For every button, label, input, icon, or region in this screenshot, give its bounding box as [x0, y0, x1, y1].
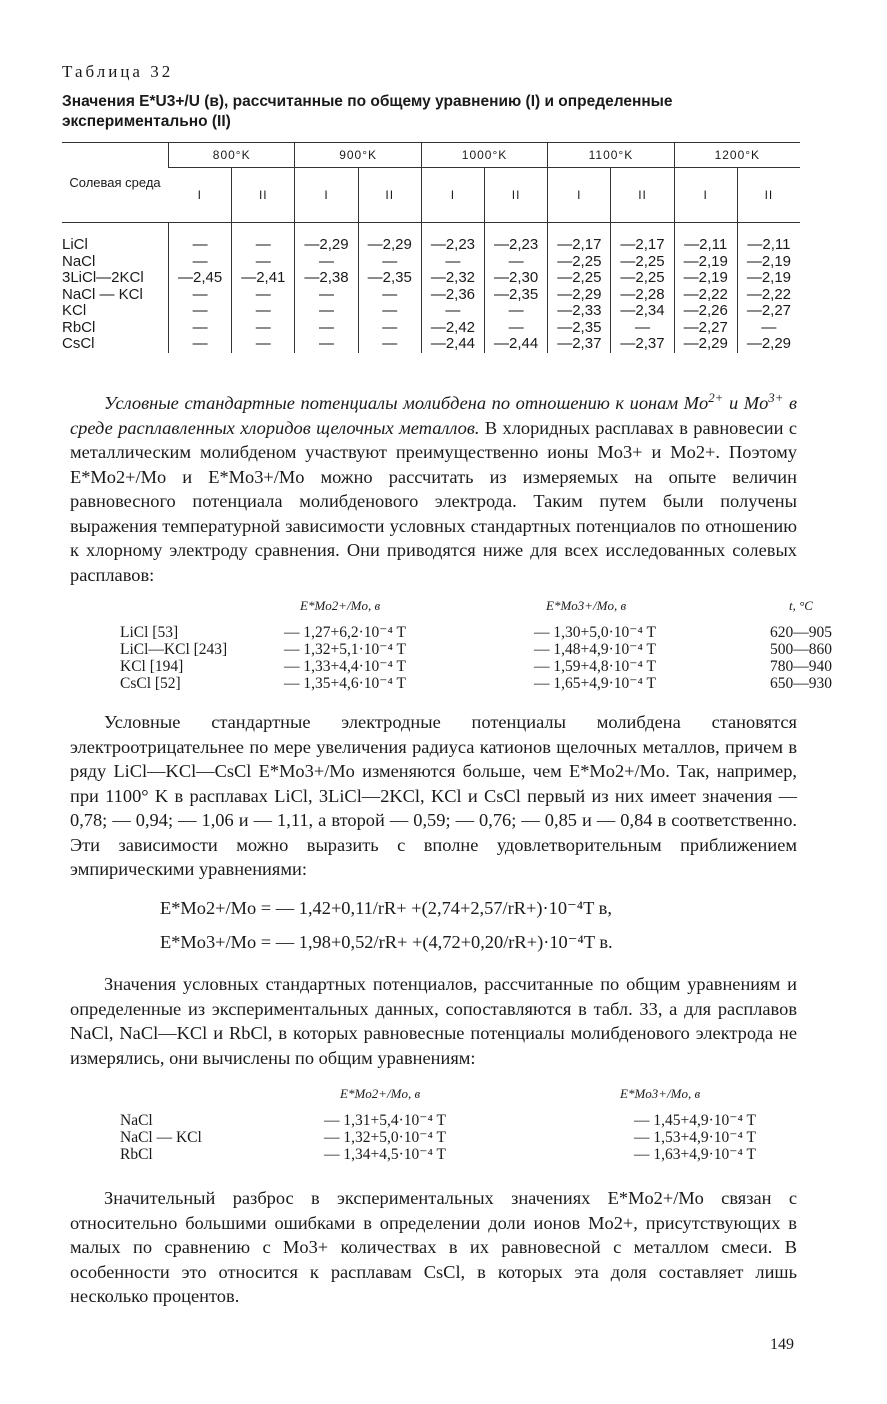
value-cell: —2,44	[421, 336, 484, 353]
value-cell: —2,29	[548, 287, 611, 304]
formula-cell: — 1,35+4,6·10⁻⁴ T	[284, 675, 406, 692]
table-caption: Таблица 32	[62, 62, 174, 81]
value-cell: —	[295, 336, 358, 353]
value-cell: —2,30	[485, 270, 548, 287]
temp-header: 1100°K	[548, 143, 674, 168]
value-cell: —	[169, 336, 232, 353]
value-cell: —2,29	[737, 336, 800, 353]
value-cell: —2,41	[232, 270, 295, 287]
value-cell: —	[485, 303, 548, 320]
sub-header: II	[737, 168, 800, 223]
value-cell: —2,29	[358, 223, 421, 254]
value-cell: —2,42	[421, 320, 484, 337]
value-cell: —2,36	[421, 287, 484, 304]
table-row	[62, 303, 800, 320]
value-cell: —	[232, 336, 295, 353]
paragraph-3-text: Значения условных стандартных потенциалов, рассчитанные по общим уравнениям и определенные из экспериментальных данных, сопоставляются в табл. 33, а для расплавов NaCl, NaCl—KCl и RbCl, в которых равновесные потенциалы молибденового электрода не измерялись, они вычислены по общим уравнениям:	[70, 974, 797, 1068]
formula-row	[120, 1129, 820, 1146]
value-cell: —	[295, 287, 358, 304]
paragraph-2-text: Условные стандартные электродные потенциалы молибдена становятся электроотрицательнее по мере увеличения радиуса катионов щелочных металлов, причем в ряду LiCl—KCl—CsCl E*Mo3+/Mo изменяются больше, чем E*Mo2+/Mo. Так, например, при 1100° K в расплавах LiCl, 3LiCl—2KCl, KCl и CsCl первый из них имеет значения — 0,78; — 0,94; — 1,06 и — 1,11, а второй — 0,59; — 0,76; — 0,85 и — 0,84 в соответственно. Эти зависимости можно выразить с вполне удовлетворительным приближением эмпирическими уравнениями:	[70, 712, 797, 879]
formula-row	[120, 1146, 820, 1163]
formula-header: t, °C	[789, 598, 813, 613]
formula-cell: — 1,48+4,9·10⁻⁴ T	[534, 641, 656, 658]
value-cell: —	[611, 320, 674, 337]
value-cell: —	[232, 223, 295, 254]
formula-cell: — 1,53+4,9·10⁻⁴ T	[634, 1129, 756, 1146]
section-heading: Условные стандартные потенциалы молибдена по отношению к ионам $Mo^{2+}$ и $Mo^{3+}$ в среде расплавленных хлоридов щелочных металлов.	[70, 391, 798, 438]
value-cell: —2,25	[611, 254, 674, 271]
medium-cell: NaCl	[62, 252, 96, 270]
formula-cell: 620—905	[770, 624, 832, 641]
value-cell: —2,26	[674, 303, 737, 320]
value-cell: —2,22	[737, 287, 800, 304]
formula-cell: — 1,32+5,1·10⁻⁴ T	[284, 641, 406, 658]
value-cell: —	[169, 287, 232, 304]
medium-cell: CsCl	[62, 335, 95, 352]
sub-header: I	[674, 168, 737, 223]
formula-cell: 500—860	[770, 641, 832, 658]
formula-row	[120, 641, 856, 658]
value-cell: —2,23	[485, 223, 548, 254]
value-cell: —2,27	[737, 303, 800, 320]
value-cell: —2,17	[611, 223, 674, 254]
paragraph-3	[70, 972, 797, 1070]
sub-header: I	[548, 168, 611, 223]
temp-header: 1200°K	[674, 143, 800, 168]
sub-header: II	[358, 168, 421, 223]
value-cell: —2,28	[611, 287, 674, 304]
value-cell: —2,29	[295, 223, 358, 254]
formula-header: E*Mo2+/Mo, в	[300, 598, 381, 613]
value-cell: —2,19	[674, 270, 737, 287]
value-cell: —2,35	[358, 270, 421, 287]
value-cell: —	[169, 223, 232, 254]
formula-row	[120, 658, 856, 675]
value-cell: —2,25	[548, 254, 611, 271]
medium-cell: 3LiCl—2KCl	[62, 269, 144, 286]
formula-cell: RbCl	[120, 1146, 153, 1163]
value-cell: —	[421, 254, 484, 271]
formula-cell: CsCl [52]	[120, 675, 181, 692]
side-header: Солевая среда	[62, 143, 169, 223]
paragraph-1-text: В хлоридных расплавах в равновесии с металлическим молибденом участвуют преимущественно ионы Mo3+ и Mo2+. Поэтому E*Mo2+/Mo и E*Mo3+/Mo можно рассчитать из измеряемых на опыте величин равновесного потенциала молибденового электрода. Таким путем были получены выражения температурной зависимости условных стандартных потенциалов по отношению к хлорному электроду сравнения. Они приводятся ниже для всех исследованных солевых расплавов:	[70, 417, 797, 585]
paragraph-4-text: Значительный разброс в экспериментальных значениях E*Mo2+/Mo связан с относительно большими ошибками в определении доли ионов Mo2+, присутствующих в малых по сравнению с Mo3+ количествах в их равновесной с металлом смеси. В особенности это относится к расплавам CsCl, в которых эта доля составляет лишь несколько процентов.	[70, 1188, 797, 1306]
formula-table-2	[120, 1086, 820, 1163]
value-cell: —	[737, 320, 800, 337]
medium-cell: RbCl	[62, 318, 96, 336]
table-row	[62, 223, 800, 254]
value-cell: —2,35	[548, 320, 611, 337]
paragraph-4	[70, 1186, 797, 1309]
equation-2: E*Mo3+/Mo = — 1,98+0,52/rR+ +(4,72+0,20/rR+)·10⁻⁴T в.	[160, 932, 613, 952]
formula-cell: 650—930	[770, 675, 832, 692]
value-cell: —	[232, 303, 295, 320]
medium-cell: NaCl — KCl	[62, 285, 143, 303]
formula-cell: — 1,45+4,9·10⁻⁴ T	[634, 1112, 756, 1129]
value-cell: —	[295, 320, 358, 337]
formula-cell: KCl [194]	[120, 658, 184, 675]
value-cell: —2,23	[421, 223, 484, 254]
temp-header: 1000°K	[421, 143, 547, 168]
sub-header: I	[295, 168, 358, 223]
sub-header: II	[611, 168, 674, 223]
table-row	[62, 287, 800, 304]
value-cell: —2,25	[611, 270, 674, 287]
medium-cell: LiCl	[62, 236, 88, 253]
value-cell: —2,44	[485, 336, 548, 353]
value-cell: —	[485, 320, 548, 337]
value-cell: —	[358, 320, 421, 337]
temp-header: 900°K	[295, 143, 421, 168]
value-cell: —	[421, 303, 484, 320]
sub-header: I	[421, 168, 484, 223]
value-cell: —2,45	[169, 270, 232, 287]
formula-cell: — 1,32+5,0·10⁻⁴ T	[324, 1129, 446, 1146]
sub-header: II	[232, 168, 295, 223]
formula-header: E*Mo3+/Mo, в	[620, 1086, 701, 1101]
formula-header: E*Mo2+/Mo, в	[340, 1086, 421, 1101]
value-cell: —2,19	[674, 254, 737, 271]
value-cell: —2,29	[674, 336, 737, 353]
table-row	[62, 336, 800, 353]
table-row	[62, 254, 800, 271]
formula-cell: — 1,27+6,2·10⁻⁴ T	[284, 624, 406, 641]
value-cell: —2,38	[295, 270, 358, 287]
value-cell: —2,37	[611, 336, 674, 353]
value-cell: —	[358, 336, 421, 353]
value-cell: —	[169, 303, 232, 320]
formula-row	[120, 675, 856, 692]
value-cell: —2,25	[548, 270, 611, 287]
formula-row	[120, 1112, 820, 1129]
formula-table-1	[120, 598, 856, 692]
formula-cell: 780—940	[770, 658, 832, 675]
value-cell: —	[169, 320, 232, 337]
formula-cell: NaCl	[120, 1112, 153, 1129]
temp-header: 800°K	[169, 143, 295, 168]
formula-cell: — 1,30+5,0·10⁻⁴ T	[534, 624, 656, 641]
value-cell: —	[295, 303, 358, 320]
table-row	[62, 320, 800, 337]
value-cell: —2,32	[421, 270, 484, 287]
formula-header: E*Mo3+/Mo, в	[546, 598, 627, 613]
formula-cell: NaCl — KCl	[120, 1129, 202, 1146]
formula-cell: — 1,34+4,5·10⁻⁴ T	[324, 1146, 446, 1163]
formula-cell: — 1,33+4,4·10⁻⁴ T	[284, 658, 406, 675]
value-cell: —	[232, 254, 295, 271]
equation-1: E*Mo2+/Mo = — 1,42+0,11/rR+ +(2,74+2,57/rR+)·10⁻⁴T в,	[160, 898, 612, 918]
value-cell: —	[169, 254, 232, 271]
value-cell: —2,11	[674, 223, 737, 254]
value-cell: —2,19	[737, 254, 800, 271]
value-cell: —2,22	[674, 287, 737, 304]
table-row	[62, 270, 800, 287]
value-cell: —	[485, 254, 548, 271]
value-cell: —	[232, 320, 295, 337]
formula-row	[120, 624, 856, 641]
value-cell: —2,17	[548, 223, 611, 254]
formula-cell: LiCl [53]	[120, 624, 179, 641]
table-title: Значения E*U3+/U (в), рассчитанные по общему уравнению (I) и определенные экспериментально (II)	[62, 93, 673, 130]
value-cell: —	[358, 287, 421, 304]
value-cell: —	[358, 303, 421, 320]
value-cell: —	[295, 254, 358, 271]
paragraph-2	[70, 710, 797, 882]
formula-cell: — 1,65+4,9·10⁻⁴ T	[534, 675, 656, 692]
value-cell: —2,27	[674, 320, 737, 337]
value-cell: —2,19	[737, 270, 800, 287]
value-cell: —2,37	[548, 336, 611, 353]
paragraph-1	[70, 386, 797, 587]
formula-cell: LiCl—KCl [243]	[120, 641, 228, 658]
value-cell: —	[232, 287, 295, 304]
value-cell: —2,33	[548, 303, 611, 320]
value-cell: —2,34	[611, 303, 674, 320]
sub-header: II	[485, 168, 548, 223]
value-cell: —2,35	[485, 287, 548, 304]
medium-cell: KCl	[62, 302, 87, 319]
value-cell: —2,11	[737, 223, 800, 254]
formula-cell: — 1,59+4,8·10⁻⁴ T	[534, 658, 656, 675]
sub-header: I	[169, 168, 232, 223]
formula-cell: — 1,31+5,4·10⁻⁴ T	[324, 1112, 446, 1129]
page-number: 149	[770, 1336, 794, 1353]
value-cell: —	[358, 254, 421, 271]
formula-cell: — 1,63+4,9·10⁻⁴ T	[634, 1146, 756, 1163]
potentials-table	[62, 142, 800, 353]
